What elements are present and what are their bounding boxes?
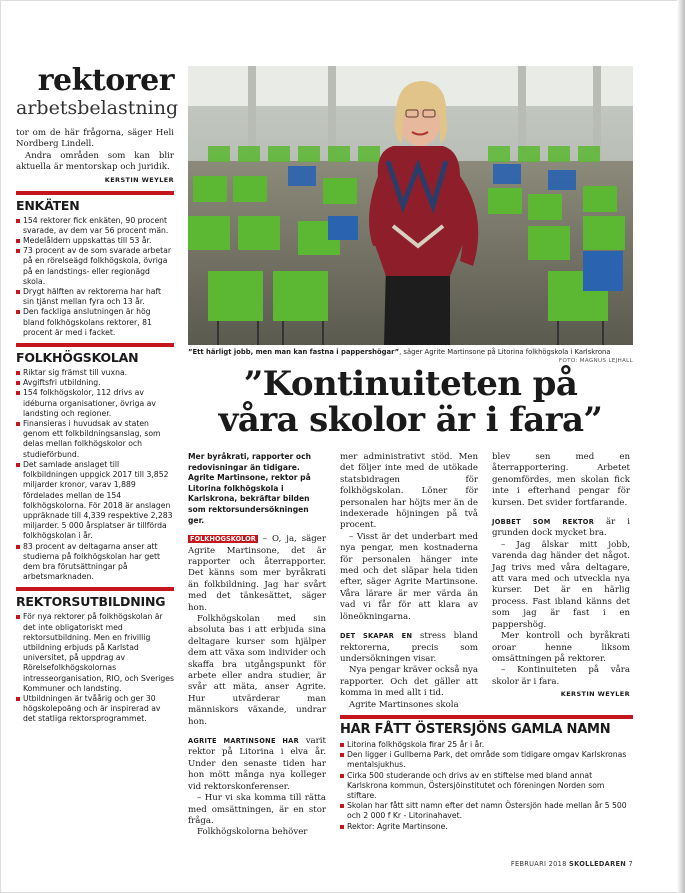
list-item: Riktar sig främst till vuxna. bbox=[16, 368, 174, 378]
folkhogskolan-heading: FOLKHÖGSKOLAN bbox=[16, 350, 139, 366]
paragraph: – O, ja, säger Agrite Martinsone, det är rapporter och återrapporter. Det känns som mer byråkrati än folkbildning. Jag har svårt med det tänkesättet, säger hon. bbox=[188, 534, 326, 613]
enkaten-list bbox=[16, 216, 174, 338]
paragraph: – Kontinuiteten på våra skolor är i fara. bbox=[492, 665, 630, 687]
folkhogskolan-list bbox=[16, 368, 174, 582]
paragraph: – Hur vi ska komma till rätta med omsättningen, är en stor fråga. bbox=[188, 793, 326, 826]
magazine-name: SKOLLEDAREN bbox=[569, 860, 627, 868]
divider bbox=[16, 343, 174, 347]
headline-line-2: våra skolor är i fara” bbox=[218, 400, 603, 440]
paragraph: stress bland rektorerna, precis som undersökningen visar. bbox=[340, 631, 478, 664]
list-item: Rektor: Agrite Martinsone. bbox=[340, 822, 633, 832]
list-item: Den ligger i Gullberna Park, det område som tidigare omgav Karlskronas mentalsjukhus. bbox=[340, 750, 633, 770]
paragraph: – Jag älskar mitt jobb, varenda dag händer det något. Jag trivs med våra deltagare, att vara med och utveckla nya kurser. Det är en härlig process. Fast ibland känns det som jag är fast i en pappershög. bbox=[492, 539, 630, 630]
section-title: rektorer bbox=[37, 63, 174, 98]
sidebar-column bbox=[16, 63, 179, 725]
list-item: 154 folkhögskolor, 112 drivs av idéburna organisationer, övriga av landsting och regioner. bbox=[16, 388, 174, 419]
paragraph: mer administrativt stöd. Men det följer inte med de utökade statsbidragen för folkhögskolan. Löner för personalen har höjts mer än de indexerade höjningen på två procent. bbox=[340, 452, 478, 531]
headline bbox=[188, 366, 633, 438]
byline-top: KERSTIN WEYLER bbox=[104, 175, 174, 184]
divider bbox=[16, 191, 174, 195]
page-footer bbox=[511, 860, 633, 868]
list-item: 83 procent av deltagarna anser att studierna på folkhögskolan har gett dem bra förutsättningar på arbetsmarknaden. bbox=[16, 542, 174, 583]
rektorsutbildning-list bbox=[16, 612, 174, 724]
paragraph: – Visst är det underbart med nya pengar, men kostnaderna för personalen hänger inte med och det släpar hela tiden efter, säger Agrite Martinsone. Våra lärare är mer värda än vad vi får för att klara av löneökningarna. bbox=[340, 531, 478, 622]
headline-line-1: ”Kontinuiteten på bbox=[243, 364, 578, 404]
list-item: Medelåldern uppskattas till 53 år. bbox=[16, 236, 174, 246]
divider bbox=[16, 587, 174, 591]
intro-text-2: Andra områden som kan blir aktuella är mentorskap och juridik. bbox=[16, 150, 174, 173]
caption-quote: ”Ett härligt jobb, men man kan fastna i pappershögar” bbox=[188, 348, 400, 356]
lead-in: JOBBET SOM REKTOR bbox=[492, 518, 595, 527]
classroom-chairs-image bbox=[188, 66, 633, 345]
photo-credit: FOTO: MAGNUS LEJHALL bbox=[558, 358, 633, 364]
paragraph: Mer kontroll och byråkrati oroar henne liksom omsättningen på rektorer. bbox=[492, 631, 630, 664]
list-item: Avgiftsfri utbildning. bbox=[16, 378, 174, 388]
section-subtitle: arbetsbelastning bbox=[16, 97, 179, 119]
article-column-1 bbox=[188, 452, 326, 839]
paragraph: är i grunden dock mycket bra. bbox=[492, 517, 630, 539]
caption-text: , säger Agrite Martinsone på Litorina folkhögskola i Karlskrona bbox=[399, 348, 611, 356]
paragraph: Agrite Martinsones skola bbox=[349, 699, 459, 710]
list-item: Finansieras i huvudsak av staten genom ett folkbildningsanslag, som delas mellan folkhögskolor och studieförbund. bbox=[16, 419, 174, 460]
article-column-2 bbox=[340, 452, 478, 711]
list-item: Den fackliga anslutningen är hög bland folkhögskolans rektorer, 81 procent är med i facket. bbox=[16, 307, 174, 338]
section-tag: FOLKHÖGSKOLOR bbox=[190, 535, 256, 544]
page-number: 7 bbox=[628, 860, 633, 868]
list-item: Det samlade anslaget till folkbildningen uppgick 2017 till 3,852 miljarder kronor, varav 1,889 fördelades mellan de 154 folkhögskolorna. För 2018 är anslagen uppräknade till 4,339 respektive 2,283 miljarder. 5 000 årsplatser är tillförda folkhögskolan i år. bbox=[16, 460, 174, 542]
portrait-photo bbox=[188, 66, 633, 345]
byline-bottom: KERSTIN WEYLER bbox=[560, 690, 630, 699]
intro-text: tor om de här frågorna, säger Heli Nordberg Lindell. bbox=[16, 128, 174, 150]
enkaten-heading: ENKÄTEN bbox=[16, 197, 80, 213]
paragraph: Folkhögskolan med sin absoluta bas i att erbjuda sina deltagare kurser som hjälper dem att växa som individer och skaffa bra utgångspunkt för arbete eller andra studier, är svår att mäta, anser Agrite. Hur utvärderar man människors växande, undrar hon. bbox=[188, 614, 326, 727]
fact-box-list bbox=[340, 740, 633, 832]
article-ingress: Mer byråkrati, rapporter och redovisningar än tidigare. Agrite Martinsone, rektor på Litorina folkhögskola i Karlskrona, bekräftar bilden som rektorsundersökningen ger. bbox=[188, 452, 312, 525]
fact-box bbox=[340, 715, 633, 832]
lead-in: DET SKAPAR EN bbox=[340, 632, 413, 641]
list-item: Cirka 500 studerande och drivs av en stiftelse med bland annat Karlskrona kommun, Östersjöinstitutet och föreningen Norden som stiftare. bbox=[340, 771, 633, 802]
list-item: Drygt hälften av rektorerna har haft sin tjänst mellan fyra och 13 år. bbox=[16, 287, 174, 307]
list-item: Litorina folkhögskola firar 25 år i år. bbox=[340, 740, 633, 750]
article-column-3 bbox=[492, 452, 630, 698]
paragraph: varit rektor på Litorina i elva år. Under den senaste tiden har hon mött många nya kolleger vid rektorskonferenser. bbox=[188, 736, 326, 792]
paragraph: Nya pengar kräver också nya rapporter. Och det gäller att komma in med allt i tid. bbox=[340, 665, 478, 699]
divider bbox=[340, 715, 633, 719]
issue-date: FEBRUARI 2018 bbox=[510, 860, 567, 868]
list-item: För nya rektorer på folkhögskolan är det inte obligatoriskt med rektorsutbildning. Men en frivillig utbildning erbjuds på Karlstad universitet, på uppdrag av Rörelsefolkhögskolornas intresseorganisation, RIO, och Sveriges Kommuner och landsting. bbox=[16, 612, 174, 694]
paragraph: Folkhögskolorna behöver bbox=[197, 827, 308, 838]
list-item: 154 rektorer fick enkäten, 90 procent svarade, av dem var 56 procent män. bbox=[16, 216, 174, 236]
photo-caption bbox=[188, 348, 633, 357]
list-item: 73 procent av de som svarade arbetar på en rörelseägd folkhögskola, övriga på en landstings- eller regionägd skola. bbox=[16, 246, 174, 287]
page-edge-shadow bbox=[677, 0, 685, 893]
list-item: Utbildningen är tvåårig och ger 30 högskolepoäng och är inspirerad av det statliga rektorsprogrammet. bbox=[16, 694, 174, 725]
lead-in: AGRITE MARTINSONE HAR bbox=[188, 737, 299, 746]
rektorsutbildning-heading: REKTORSUTBILDNING bbox=[16, 594, 166, 610]
paragraph: blev sen med en återrapportering. Arbetet genomfördes, men skolan fick inte i efterhand pengar för kursen. Det svider fortfarande. bbox=[492, 452, 630, 508]
fact-box-heading: HAR FÅTT ÖSTERSJÖNS GAMLA NAMN bbox=[340, 722, 611, 737]
list-item: Skolan har fått sitt namn efter det namn Östersjön hade mellan år 5 500 och 2 000 f Kr - Litorinahavet. bbox=[340, 801, 633, 821]
